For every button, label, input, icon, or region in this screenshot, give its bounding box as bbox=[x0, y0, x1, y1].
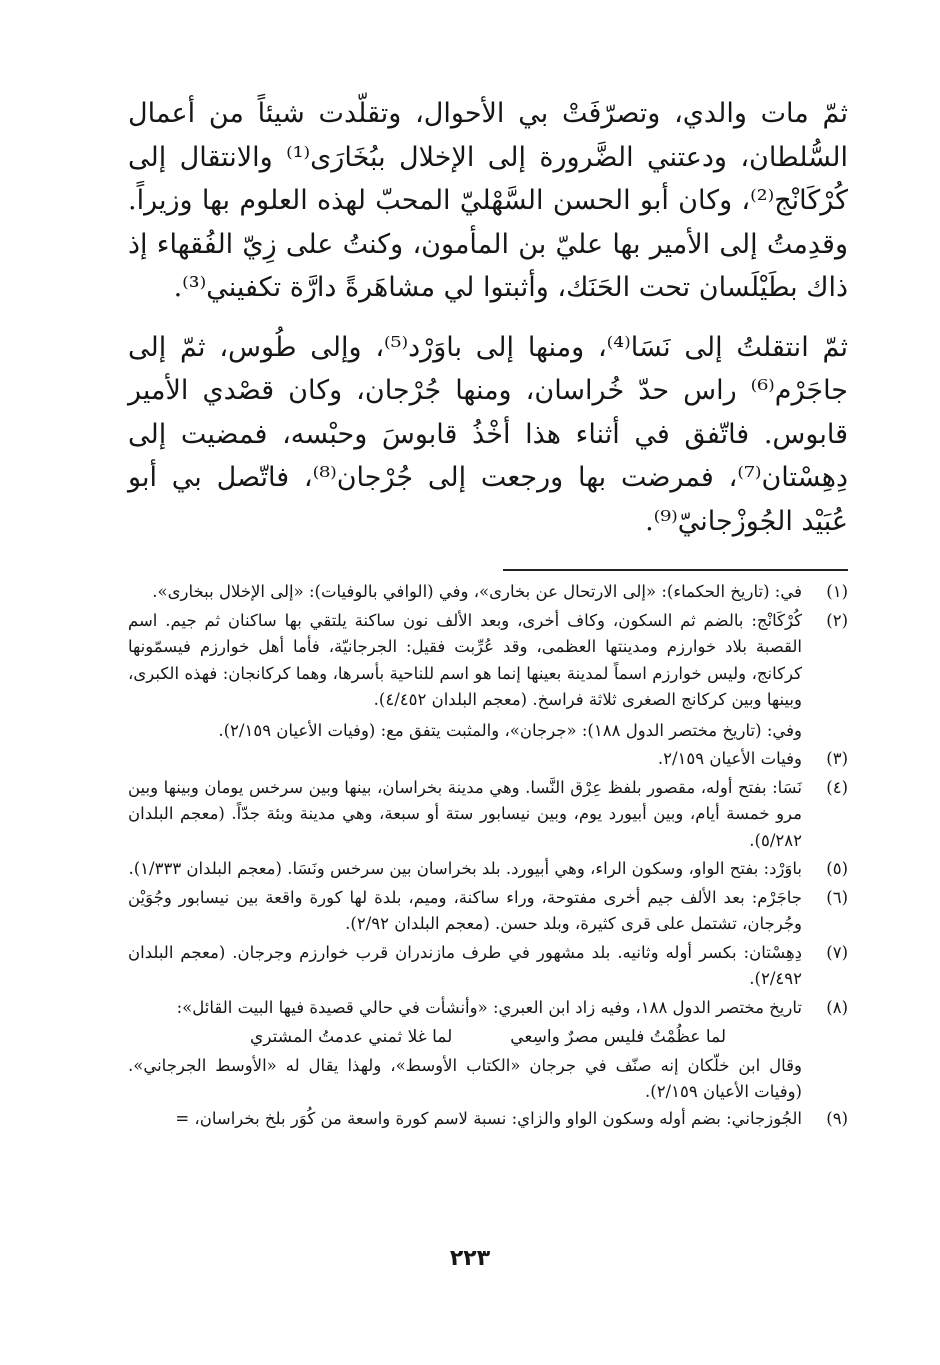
footnote-number: (٤) bbox=[826, 777, 848, 797]
footnote bbox=[128, 579, 848, 606]
footnote-number: (٥) bbox=[826, 859, 848, 878]
page-number: ٢٢٣ bbox=[449, 1246, 491, 1271]
main-paragraph: ثمّ مات والدي، وتصرّفَتْ بي الأحوال، وتقلّدت شيئاً من أعمال السُّلطان، ودعتني الضَّرورة إلى الإخلال ببُخَارَى⁽¹⁾ والانتقال إلى كُرْكَانْج⁽²⁾، وكان أبو الحسن السَّهْليّ المحبّ لهذه العلوم بها وزيراً. وقدِمتُ إلى الأمير بها عليّ بن المأمون، وكنتُ على زِيّ الفُقهاء إذ ذاك بطَيْلَسان تحت الحَنَك، وأثبتوا لي مشاهَرةً دارَّة تكفيني⁽³⁾. bbox=[128, 98, 848, 303]
footnote-text: الجُوزجاني: بضم أوله وسكون الواو والزاي: نسبة لاسم كورة واسعة من كُوَر بلخ بخراسان، = bbox=[175, 1108, 802, 1128]
footnote-number: (٨) bbox=[826, 997, 848, 1017]
verse-first-hemistich: لما عظُمْتُ فليس مصرٌ واسِعي bbox=[510, 1027, 727, 1047]
main-paragraph: ثمّ انتقلتُ إلى نَسَا⁽⁴⁾، ومنها إلى باوَرْد⁽⁵⁾، وإلى طُوس، ثمّ إلى جاجَرْم⁽⁶⁾ راس حدّ خُراسان، ومنها جُرْجان، وكان قصْدي الأمير قابوس. فاتّفق في أثناء هذا أخْذُ قابوسَ وحبْسه، فمضيت إلى دِهِسْتان⁽⁷⁾، فمرضت بها ورجعت إلى جُرْجان⁽⁸⁾، فاتّصل بي أبو عُبَيْد الجُوزْجانيّ⁽⁹⁾. bbox=[128, 331, 848, 537]
footnote bbox=[128, 995, 848, 1022]
footnote-number: (١) bbox=[826, 582, 848, 601]
footnote-number: (٦) bbox=[826, 887, 848, 907]
poem-verse bbox=[128, 1024, 848, 1051]
footnote bbox=[128, 746, 848, 773]
footnote-number: (٣) bbox=[826, 749, 848, 768]
footnote-text: باوَرْد: بفتح الواو، وسكون الراء، وهي أبيورد. بلد بخراسان بين سرخس ونَسَا. (معجم البلدان ١/٣٣٣). bbox=[128, 859, 802, 878]
footnote-continuation: وقال ابن خلّكان إنه صنّف في جرجان «الكتاب الأوسط»، ولهذا يقال له «الأوسط الجرجاني». (وفيات الأعيان ٢/١٥٩). bbox=[128, 1055, 802, 1101]
footnote bbox=[128, 940, 848, 993]
verse-second-hemistich: لما غلا ثمني عدمتُ المشتري bbox=[249, 1027, 453, 1047]
footnote-text: وفيات الأعيان ٢/١٥٩. bbox=[657, 749, 802, 768]
footnote-number: (٩) bbox=[826, 1108, 848, 1128]
footnotes bbox=[128, 579, 848, 1132]
footnote-text: كُرْكَانْج: بالضم ثم السكون، وكاف أخرى، وبعد الألف نون ساكنة يلتقي بها ساكنان ثم جيم. اسم القصبة بلاد خوارزم ومدينتها العظمى، وقد عُرِّبت فقيل: الجرجانيّة، فأما أهل خوارزم فيسمّونها كركانج، وليس خوارزم اسماً لمدينة بعينها إنما هو اسم للناحية بأسرها، وهما كركانجان: فهذه الكبرى، وبينها وبين كركانج الصغرى ثلاثة فراسخ. (معجم البلدان ٤/٤٥٢). bbox=[128, 610, 802, 709]
footnote-number: (٢) bbox=[826, 610, 848, 630]
footnote bbox=[128, 775, 848, 855]
footnote bbox=[128, 885, 848, 938]
footnote bbox=[128, 1106, 848, 1133]
footnote-extra: وفي: (تاريخ مختصر الدول ١٨٨): «جرجان»، والمثبت يتفق مع: (وفيات الأعيان ٢/١٥٩). bbox=[218, 720, 802, 740]
footnote-text: تاريخ مختصر الدول ١٨٨، وفيه زاد ابن العبري: «وأنشأت في حالي قصيدة فيها البيت القائل»: bbox=[176, 997, 802, 1017]
footnote-text: جاجَرْم: بعد الألف جيم أخرى مفتوحة، وراء ساكنة، وميم، بلدة لها كورة واقعة بين نيسابور وجُوَيْن وجُرجان، تشتمل على قرى كثيرة، وبلد حسن. (معجم البلدان ٢/٩٢). bbox=[128, 887, 802, 933]
footnote bbox=[128, 608, 848, 745]
footnote-text: نَسَا: بفتح أوله، مقصور بلفظ عِرْق النَّسا. وهي مدينة بخراسان، بينها وبين سرخس يومان وبينها وبين مرو خمسة أيام، وبين أبيورد يوم، وبين نيسابور ستة أو سبعة، وهي مدينة وبئة جدّاً. (معجم البلدان ٥/٢٨٢). bbox=[128, 777, 802, 850]
main-text bbox=[128, 92, 848, 543]
footnote-text: في: (تاريخ الحكماء): «إلى الارتحال عن بخارى»، وفي (الوافي بالوفيات): «إلى الإخلال ببخارى». bbox=[152, 582, 802, 601]
footnote bbox=[128, 856, 848, 883]
footnote-number: (٧) bbox=[826, 942, 848, 962]
footnote-separator bbox=[503, 569, 848, 571]
footnote-text: دِهِسْتان: بكسر أوله وثانيه. بلد مشهور في طرف مازندران قرب خوارزم وجرجان. (معجم البلدان ٢/٤٩٢). bbox=[128, 942, 802, 988]
